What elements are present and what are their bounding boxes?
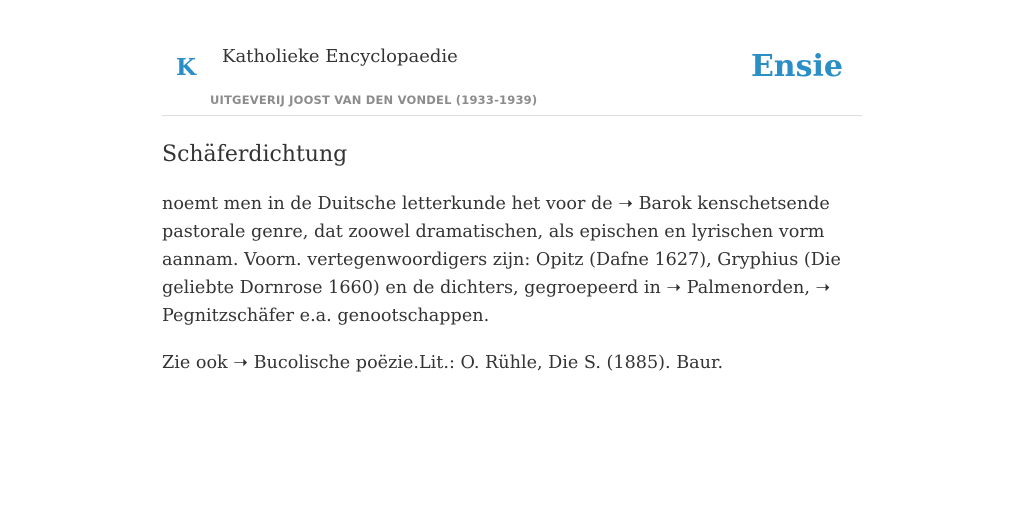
see-also-paragraph [162,349,862,377]
link-pegnitzschafer[interactable]: ➝ Pegnitzschäfer [162,278,831,326]
link-bucolische-poezie[interactable]: ➝ Bucolische poëzie [233,353,414,373]
page [162,0,862,377]
ensie-brand-link[interactable]: Ensie [750,49,843,84]
site-header [162,0,862,116]
article-paragraph [162,190,862,330]
link-palmenorden[interactable]: ➝ Palmenorden [666,278,805,298]
article-heading: Schäferdichtung [162,142,348,167]
text-segment: Zie ook [162,353,234,373]
text-segment: e.a. genootschappen. [294,306,490,326]
text-segment: kenschetsende pastorale genre, dat zoowel dramatischen, als epischen en lyrischen vorm aannam. Voorn. vertegenwoordigers zijn: Opitz (Dafne 1627), Gryphius (Die geliebte Dornrose 1660) en de dichters, gegroepeerd in [162,194,841,298]
encyclopedia-logo[interactable]: K [176,54,196,81]
link-barok[interactable]: ➝ Barok [618,194,692,214]
encyclopedia-title[interactable]: Katholieke Encyclopaedie [222,46,458,67]
publisher-subtitle: UITGEVERIJ JOOST VAN DEN VONDEL (1933-1939) [210,93,538,107]
literature-reference: .Lit.: O. Rühle, Die S. (1885). Baur. [413,353,724,373]
text-segment: noemt men in de Duitsche letterkunde het voor de [162,194,619,214]
text-segment: , [804,278,816,298]
